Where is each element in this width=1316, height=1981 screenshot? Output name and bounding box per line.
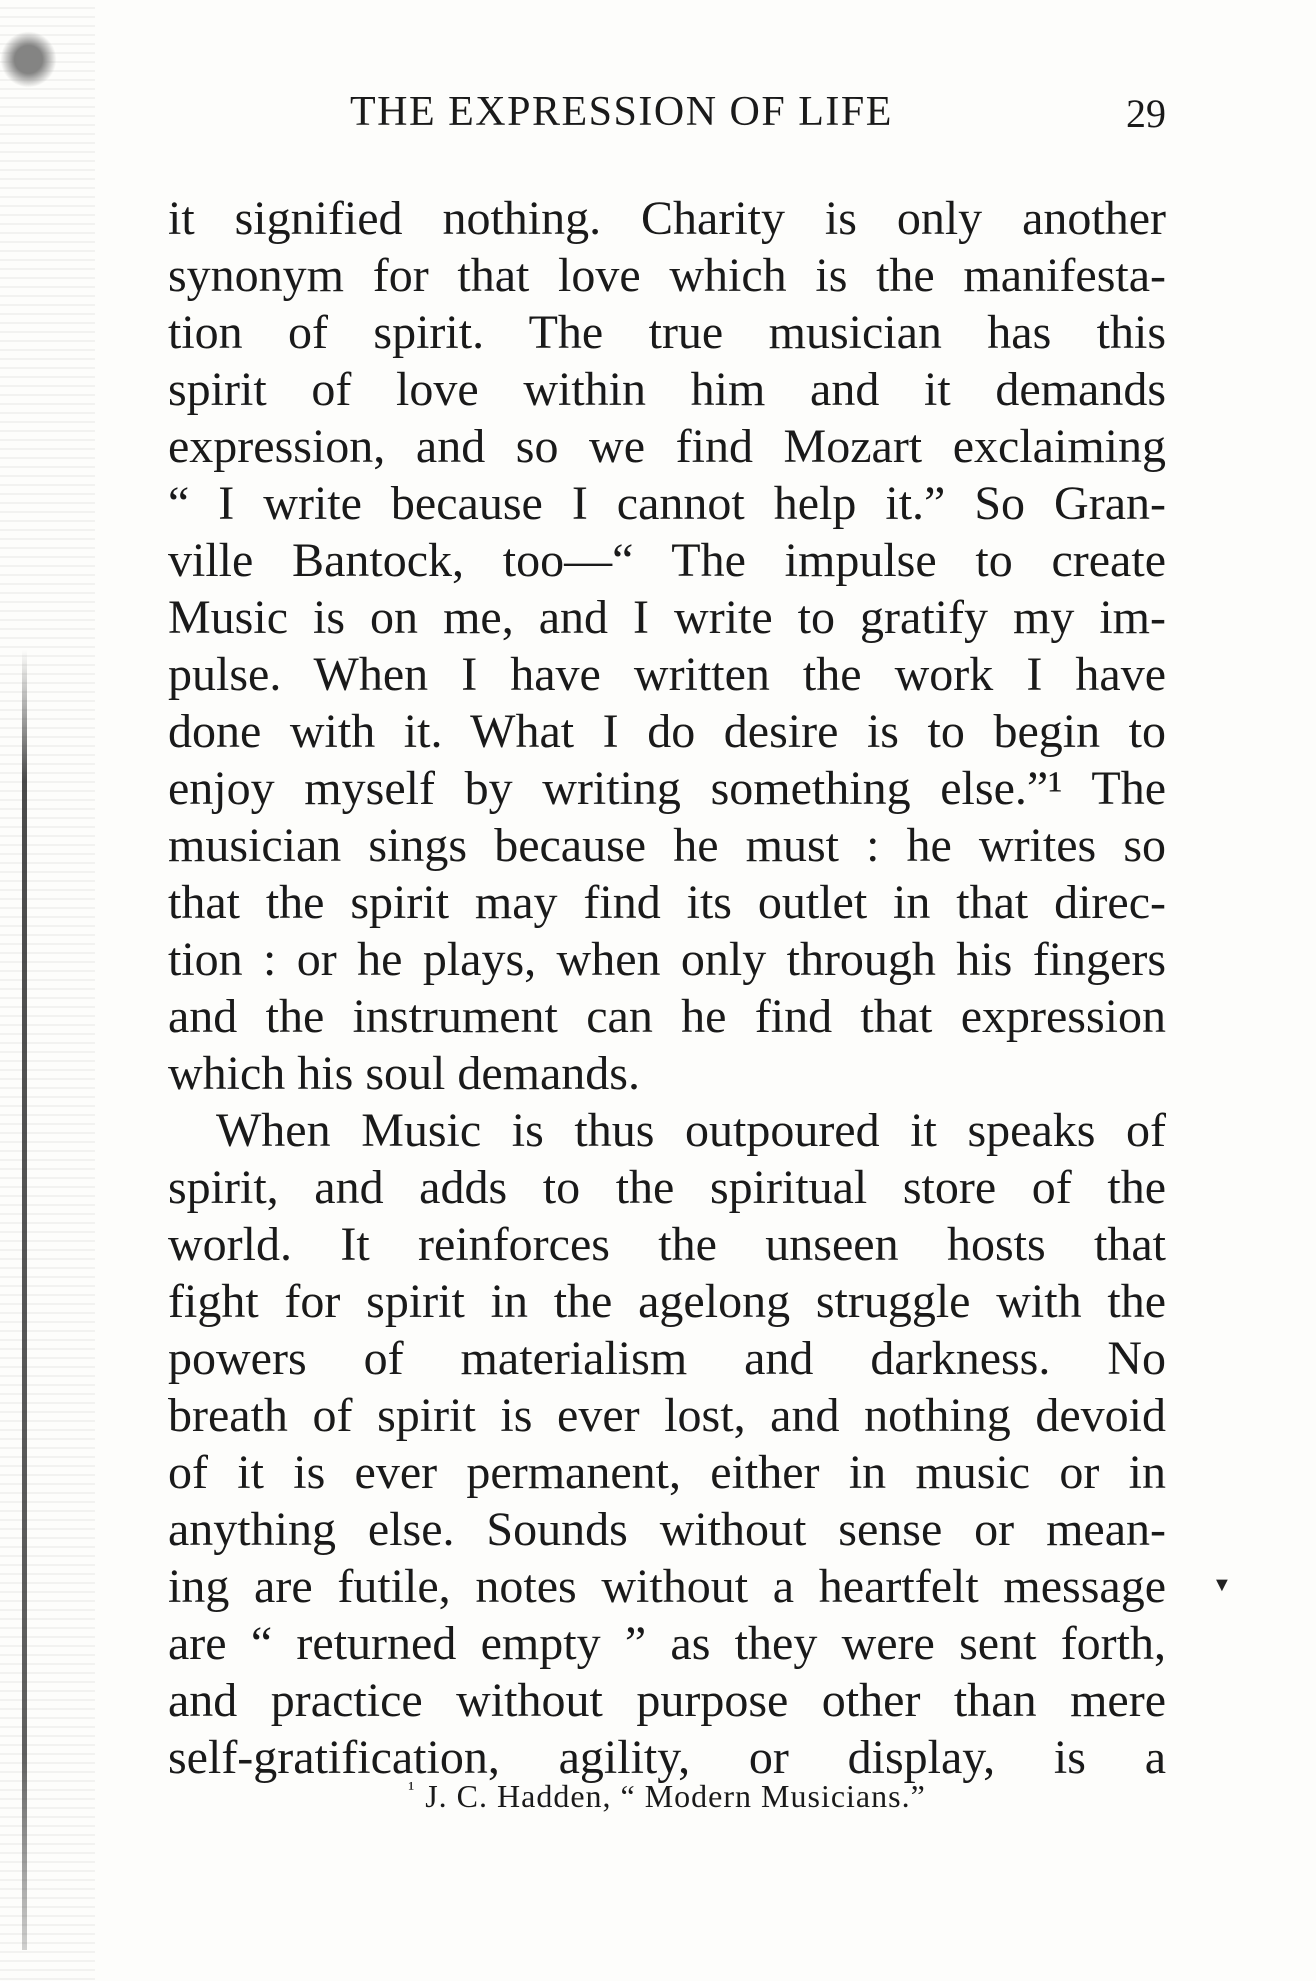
text-line: world. It reinforces the unseen hosts that <box>168 1218 1166 1271</box>
text-line: Music is on me, and I write to gratify my im- <box>168 591 1166 644</box>
margin-arrow-icon: ▼ <box>1212 1574 1232 1596</box>
text-line: it signified nothing. Charity is only another <box>168 192 1166 245</box>
text-line: fight for spirit in the agelong struggle with the <box>168 1275 1166 1328</box>
text-line: musician sings because he must : he writes so <box>168 819 1166 872</box>
text-line: of it is ever permanent, either in music or in <box>168 1446 1166 1499</box>
text-line: expression, and so we find Mozart exclaiming <box>168 420 1166 473</box>
text-line: spirit of love within him and it demands <box>168 363 1166 416</box>
page-number: 29 <box>1126 91 1166 136</box>
text-line: synonym for that love which is the manifesta- <box>168 249 1166 302</box>
text-line: and practice without purpose other than mere <box>168 1674 1166 1727</box>
text-line: enjoy myself by writing something else.”¹ The <box>168 762 1166 815</box>
text-line: ville Bantock, too—“ The impulse to create <box>168 534 1166 587</box>
text-line: powers of materialism and darkness. No <box>168 1332 1166 1385</box>
text-line: spirit, and adds to the spiritual store of the <box>168 1161 1166 1214</box>
text-line: “ I write because I cannot help it.” So Gran- <box>168 477 1166 530</box>
scan-binding-edge <box>0 0 95 1981</box>
footnote-text: J. C. Hadden, “ Modern Musicians.” <box>425 1778 926 1814</box>
running-head-title: THE EXPRESSION OF LIFE <box>350 89 893 135</box>
text-line: pulse. When I have written the work I have <box>168 648 1166 701</box>
text-line: self-gratification, agility, or display, is a <box>168 1731 1166 1784</box>
text-line: which his soul demands. <box>168 1047 640 1100</box>
body-text <box>168 190 1166 1786</box>
text-line: that the spirit may find its outlet in that direc- <box>168 876 1166 929</box>
scan-binding-line <box>22 650 27 1950</box>
running-head <box>168 88 1166 148</box>
text-line: tion : or he plays, when only through his fingers <box>168 933 1166 986</box>
text-line: anything else. Sounds without sense or mean- <box>168 1503 1166 1556</box>
text-line: ing are futile, notes without a heartfelt message <box>168 1560 1166 1613</box>
text-line: and the instrument can he find that expression <box>168 990 1166 1043</box>
text-line: tion of spirit. The true musician has this <box>168 306 1166 359</box>
footnote <box>168 1778 1166 1815</box>
footnote-marker: ¹ <box>408 1778 416 1801</box>
text-line: done with it. What I do desire is to begin to <box>168 705 1166 758</box>
text-line: When Music is thus outpoured it speaks of <box>216 1104 1166 1157</box>
text-line: are “ returned empty ” as they were sent forth, <box>168 1617 1166 1670</box>
text-line: breath of spirit is ever lost, and nothing devoid <box>168 1389 1166 1442</box>
